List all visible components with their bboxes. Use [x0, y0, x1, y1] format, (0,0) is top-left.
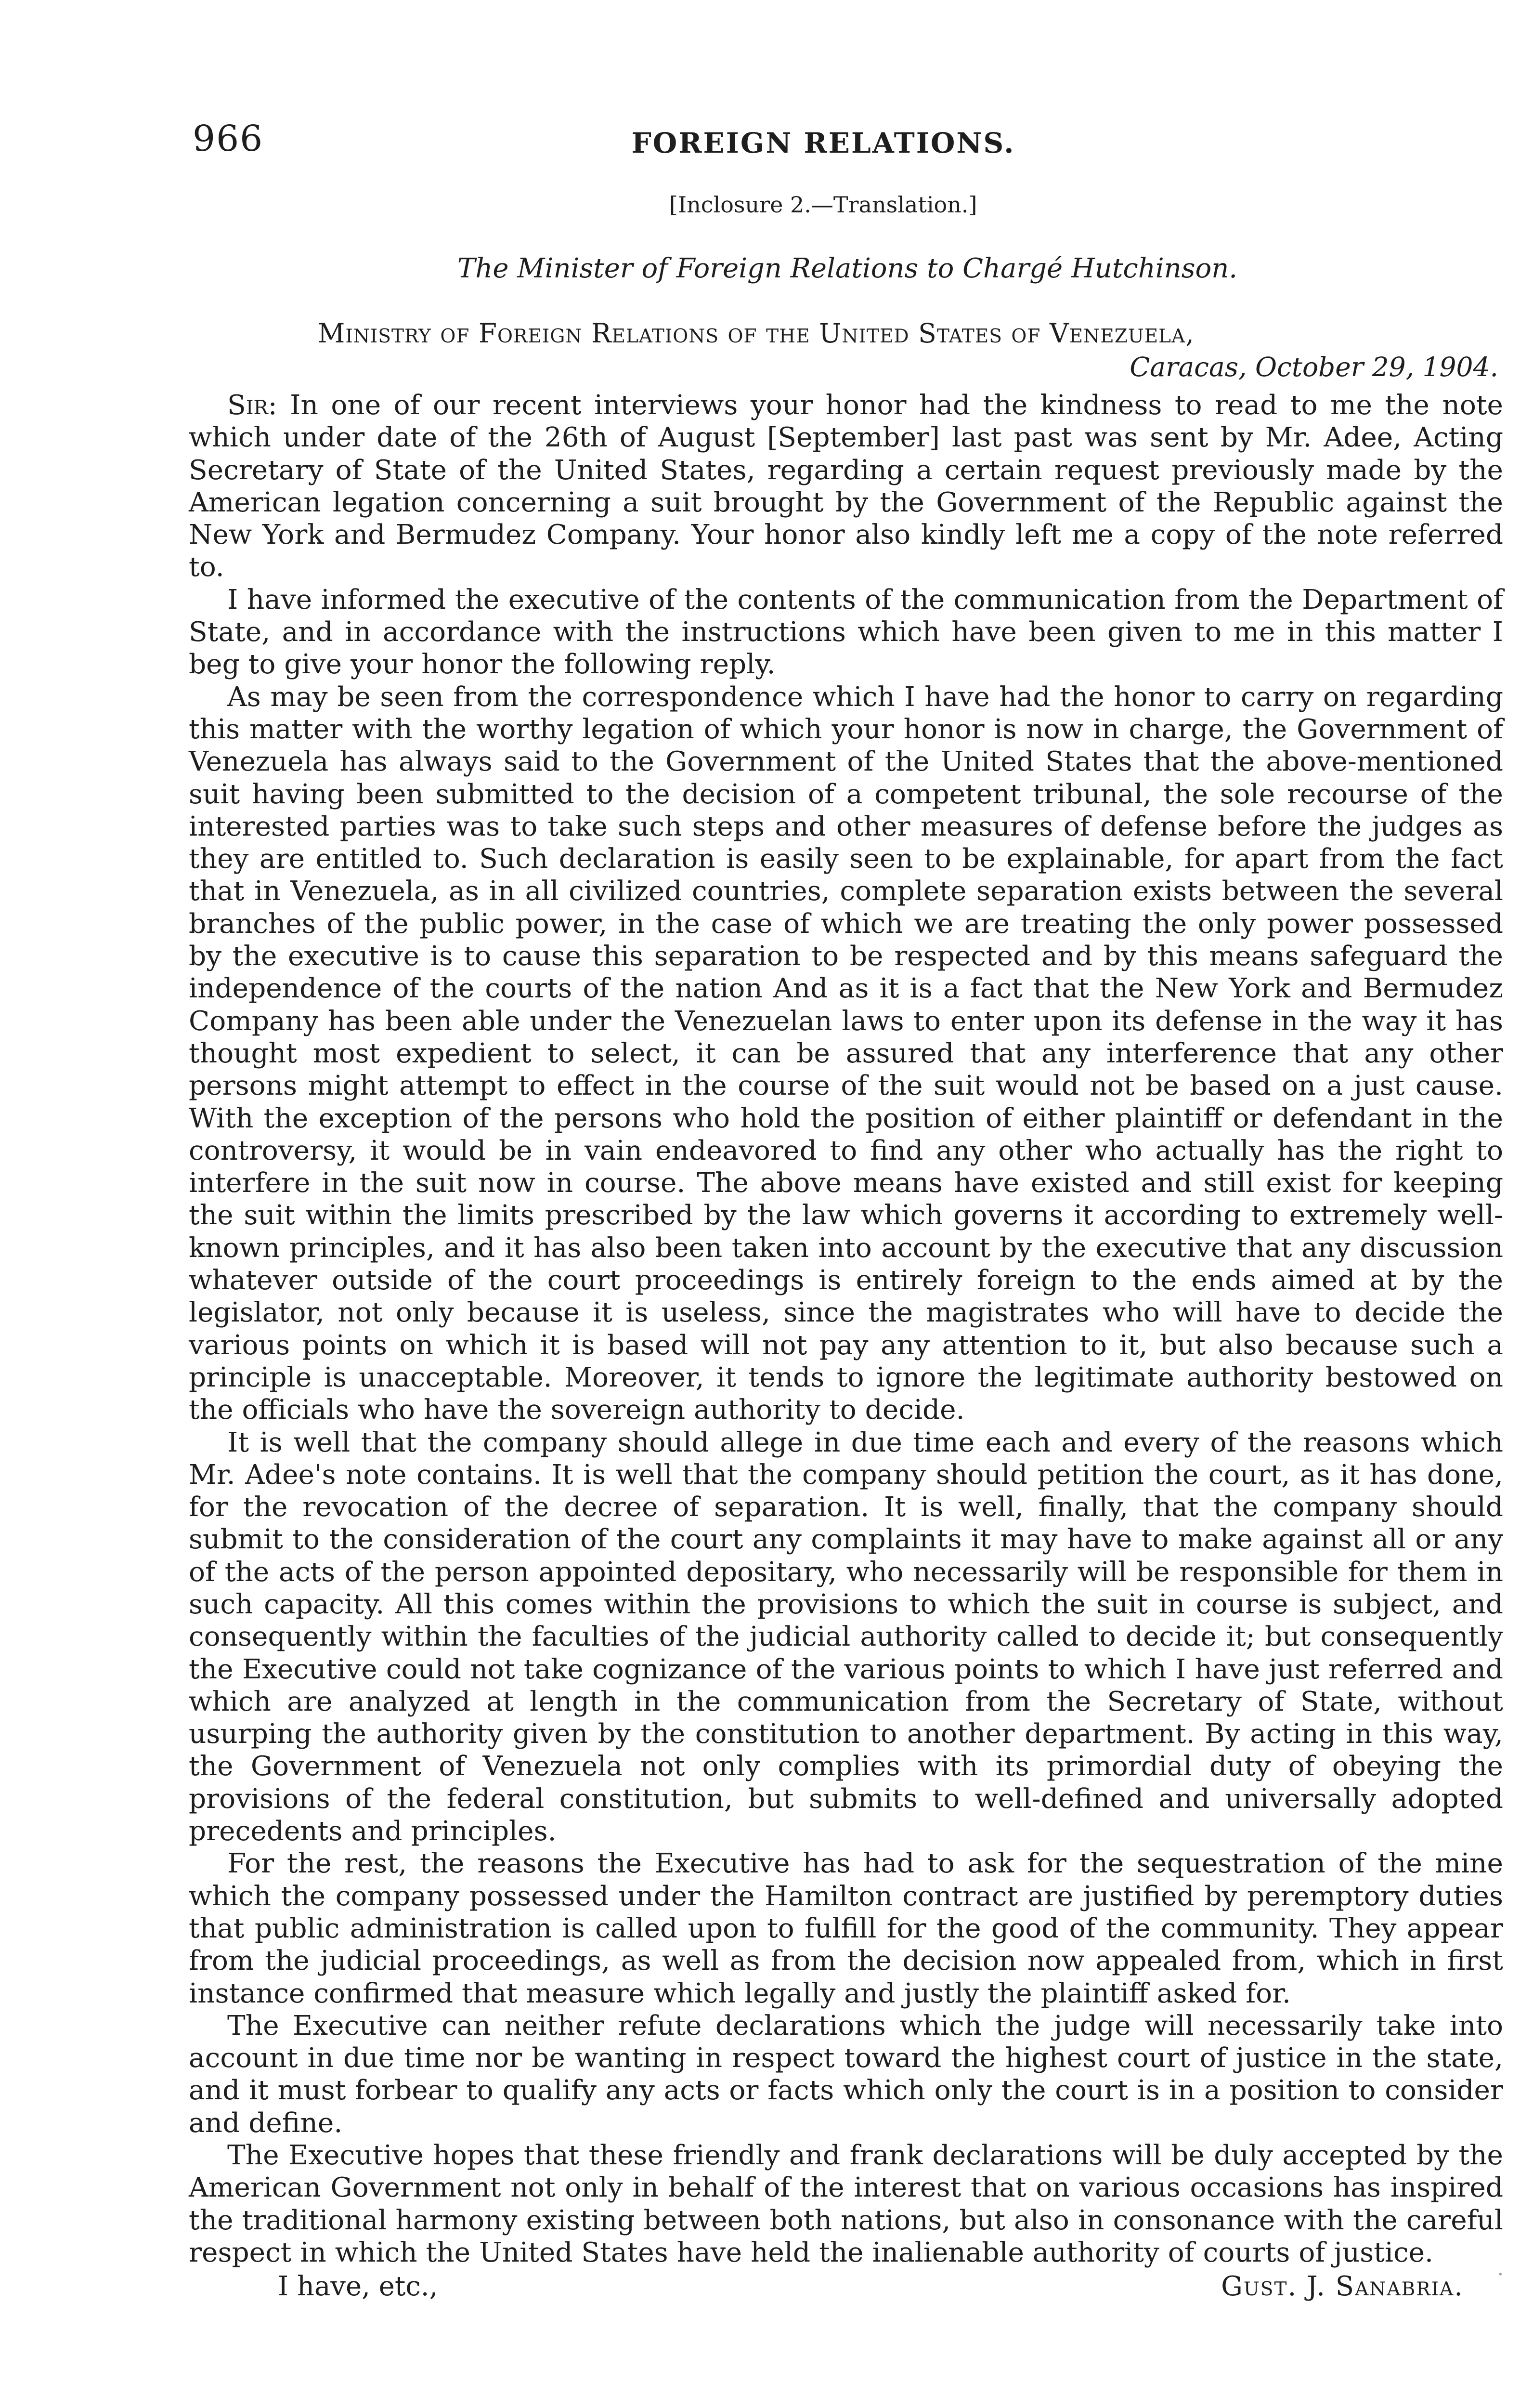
paragraph: As may be seen from the correspondence which I have had the honor to carry on regarding this matter with the worthy legation of which your honor is now in charge, the Government of Venezuela has always said to the Government of the United States that the above-mentioned suit having been submitted to the decision of a competent tribunal, the sole recourse of the interested parties was to take such steps and other measures of defense before the judges as they are entitled to. Such declaration is easily seen to be explainable, for apart from the fact that in Venezuela, as in all civilized countries, complete separation exists between the several branches of the public power, in the case of which we are treating the only power possessed by the executive is to cause this separation to be respected and by this means safeguard the independence of the courts of the nation And as it is a fact that the New York and Bermudez Company has been able under the Venezuelan laws to enter upon its defense in the way it has thought most expedient to select, it can be assured that any interference that any other persons might attempt to effect in the course of the suit would not be based on a just cause. With the exception of the persons who hold the position of either plaintiff or defendant in the controversy, it would be in vain endeavored to find any other who actually has the right to interfere in the suit now in course. The above means have existed and still exist for keeping the suit within the limits prescribed by the law which governs it according to extremely well-known principles, and it has also been taken into account by the executive that any discussion whatever outside of the court proceedings is entirely foreign to the ends aimed at by the legislator, not only because it is useless, since the magistrates who will have to decide the various points on which it is based will not pay any attention to it, but also because such a principle is unacceptable. Moreover, it tends to ignore the legitimate authority bestowed on the officials who have the sovereign authority to decide. — [189, 681, 1503, 1426]
page-number: 966 — [193, 118, 264, 159]
dateline: Caracas, October 29, 1904. — [1130, 352, 1498, 382]
running-head: FOREIGN RELATIONS. — [631, 127, 1015, 159]
page-header — [193, 118, 1502, 176]
ministry-line: Ministry of Foreign Relations of the United States of Venezuela, — [318, 318, 1195, 349]
complimentary-close: I have, etc., — [278, 2271, 438, 2302]
paragraph: The Executive can neither refute declarations which the judge will necessarily take into account in due time nor be wanting in respect toward the highest court of justice in the state, and it must forbear to qualify any acts or facts which only the court is in a position to consider and define. — [189, 2010, 1503, 2139]
signature: Gust. J. Sanabria. — [1221, 2271, 1464, 2302]
paragraph: I have informed the executive of the contents of the communication from the Department of State, and in accordance with the instructions which have been given to me in this matter I beg to give your honor the following reply. — [189, 584, 1503, 681]
letter-title: The Minister of Foreign Relations to Chargé Hutchinson. — [457, 253, 1238, 284]
paragraph: The Executive hopes that these friendly and frank declarations will be duly accepted by the American Government not only in behalf of the interest that on various occasions has inspired the traditional harmony existing between both nations, but also in consonance with the careful respect in which the United States have held the inalienable authority of courts of justice. — [189, 2140, 1503, 2268]
paragraph-text: In one of our recent interviews your honor had the kindness to read to me the note which under date of the 26th of August [September] last past was sent by Mr. Adee, Acting Secretary of State of the United States, regarding a certain request previously made by the American legation concerning a suit brought by the Government of the Republic against the New York and Bermudez Company. Your honor also kindly left me a copy of the note referred to. — [189, 390, 1503, 583]
paragraph: It is well that the company should allege in due time each and every of the reasons which Mr. Adee's note contains. It is well that the company should petition the court, as it has done, for the revocation of the decree of separation. It is well, finally, that the company should submit to the consideration of the court any complaints it may have to make against all or any of the acts of the person appointed depositary, who necessarily will be responsible for them in such capacity. All this comes within the provisions to which the suit in course is subject, and consequently within the faculties of the judicial authority called to decide it; but consequently the Executive could not take cognizance of the various points to which I have just referred and which are analyzed at length in the communication from the Secretary of State, without usurping the authority given by the constitution to another department. By acting in this way, the Government of Venezuela not only complies with its primordial duty of obeying the provisions of the federal constitution, but submits to well-defined and universally adopted precedents and principles. — [189, 1426, 1503, 1847]
inclosure-label: [Inclosure 2.—Translation.] — [669, 192, 977, 218]
scan-speck: · — [1497, 2264, 1504, 2286]
salutation: Sir: — [227, 390, 277, 421]
closing-line — [189, 2271, 1503, 2304]
paragraph: For the rest, the reasons the Executive has had to ask for the sequestration of the mine which the company possessed under the Hamilton contract are justified by peremptory duties that public administration is called upon to fulfill for the good of the community. They appear from the judicial proceedings, as well as from the decision now appealed from, which in first instance confirmed that measure which legally and justly the plaintiff asked for. — [189, 1848, 1503, 2009]
letter-body — [189, 389, 1503, 2269]
paragraph — [189, 389, 1503, 584]
